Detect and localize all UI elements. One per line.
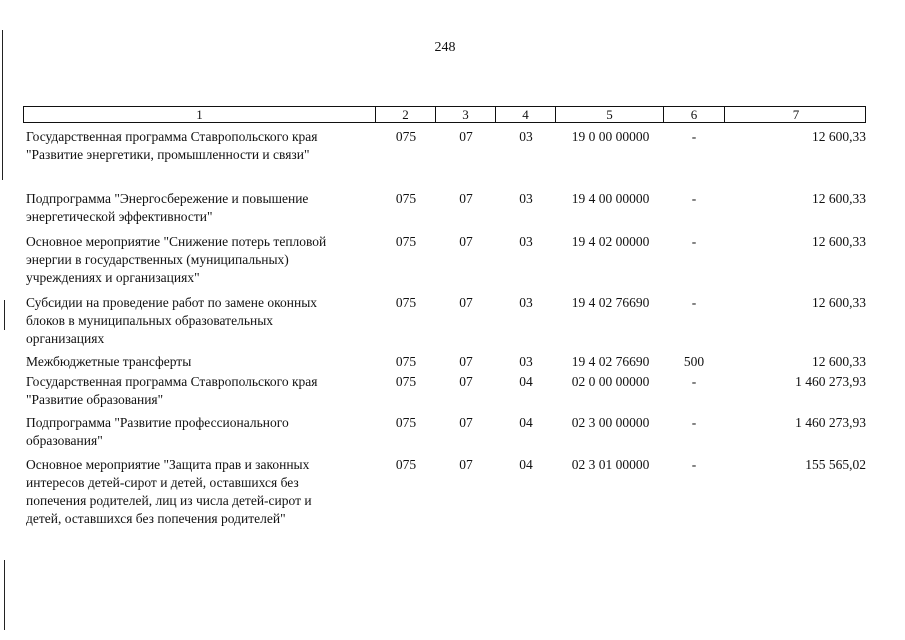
row-name: Основное мероприятие "Защита прав и законных интересов детей-сирот и детей, оставшихся без попечения родителей, лиц из числа детей-сирот и детей, оставшихся без попечения родителей" (26, 457, 312, 526)
header-cell-3: 3 (436, 107, 496, 122)
row-code-2: 075 (395, 374, 417, 389)
row-code-6: - (691, 191, 697, 206)
row-name: Субсидии на проведение работ по замене оконных блоков в муниципальных образовательных организациях (26, 295, 318, 346)
row-code-5: 19 4 00 00000 (571, 191, 650, 206)
row-amount: 1 460 273,93 (795, 374, 866, 389)
header-cell-7: 7 (792, 107, 800, 122)
row-code-4: 04 (519, 457, 533, 472)
row-code-2: 075 (395, 295, 417, 310)
row-amount: 1 460 273,93 (795, 415, 866, 430)
row-amount: 12 600,33 (812, 295, 866, 310)
header-cell-4: 4 (496, 107, 556, 122)
row-amount: 12 600,33 (812, 191, 866, 206)
row-code-3: 07 (459, 191, 473, 206)
row-amount: 155 565,02 (805, 457, 866, 472)
header-cell-2: 2 (376, 107, 436, 122)
row-name: Межбюджетные трансферты (26, 354, 192, 369)
row-amount: 12 600,33 (812, 129, 866, 144)
row-code-2: 075 (395, 129, 417, 144)
page-number: 248 (434, 40, 456, 55)
row-code-5: 19 0 00 00000 (571, 129, 650, 144)
header-cell-1: 1 (24, 107, 376, 122)
table-header (23, 106, 866, 123)
row-code-5: 19 4 02 76690 (571, 354, 650, 369)
row-code-3: 07 (459, 354, 473, 369)
row-code-5: 02 3 00 00000 (571, 415, 650, 430)
row-name: Государственная программа Ставропольского края "Развитие образования" (26, 374, 318, 407)
row-name: Основное мероприятие "Снижение потерь тепловой энергии в государственных (муниципальных) учреждениях и организациях" (26, 234, 327, 285)
row-code-4: 03 (519, 234, 533, 249)
scan-edge-line (4, 560, 5, 630)
row-code-3: 07 (459, 457, 473, 472)
scan-edge-line (4, 300, 5, 330)
row-code-3: 07 (459, 415, 473, 430)
row-code-5: 02 0 00 00000 (571, 374, 650, 389)
row-code-6: - (691, 234, 697, 249)
header-cell-5: 5 (556, 107, 664, 122)
row-code-2: 075 (395, 457, 417, 472)
row-code-6: 500 (683, 354, 705, 369)
row-code-4: 04 (519, 415, 533, 430)
row-code-2: 075 (395, 415, 417, 430)
row-name: Государственная программа Ставропольского края "Развитие энергетики, промышленности и связи" (26, 129, 318, 162)
row-code-4: 03 (519, 354, 533, 369)
row-name: Подпрограмма "Развитие профессионального образования" (26, 415, 289, 448)
row-code-5: 19 4 02 76690 (571, 295, 650, 310)
row-code-2: 075 (395, 234, 417, 249)
row-code-6: - (691, 295, 697, 310)
row-code-2: 075 (395, 191, 417, 206)
row-code-6: - (691, 129, 697, 144)
row-code-6: - (691, 415, 697, 430)
row-code-4: 04 (519, 374, 533, 389)
row-code-2: 075 (395, 354, 417, 369)
row-code-4: 03 (519, 295, 533, 310)
row-code-5: 02 3 01 00000 (571, 457, 650, 472)
row-amount: 12 600,33 (812, 354, 866, 369)
row-code-5: 19 4 02 00000 (571, 234, 650, 249)
row-code-4: 03 (519, 191, 533, 206)
row-code-6: - (691, 457, 697, 472)
row-name: Подпрограмма "Энергосбережение и повышение энергетической эффективности" (26, 191, 309, 224)
row-code-4: 03 (519, 129, 533, 144)
row-code-3: 07 (459, 374, 473, 389)
header-cell-6: 6 (664, 107, 725, 122)
row-code-3: 07 (459, 295, 473, 310)
row-code-6: - (691, 374, 697, 389)
row-code-3: 07 (459, 234, 473, 249)
row-code-3: 07 (459, 129, 473, 144)
row-amount: 12 600,33 (812, 234, 866, 249)
